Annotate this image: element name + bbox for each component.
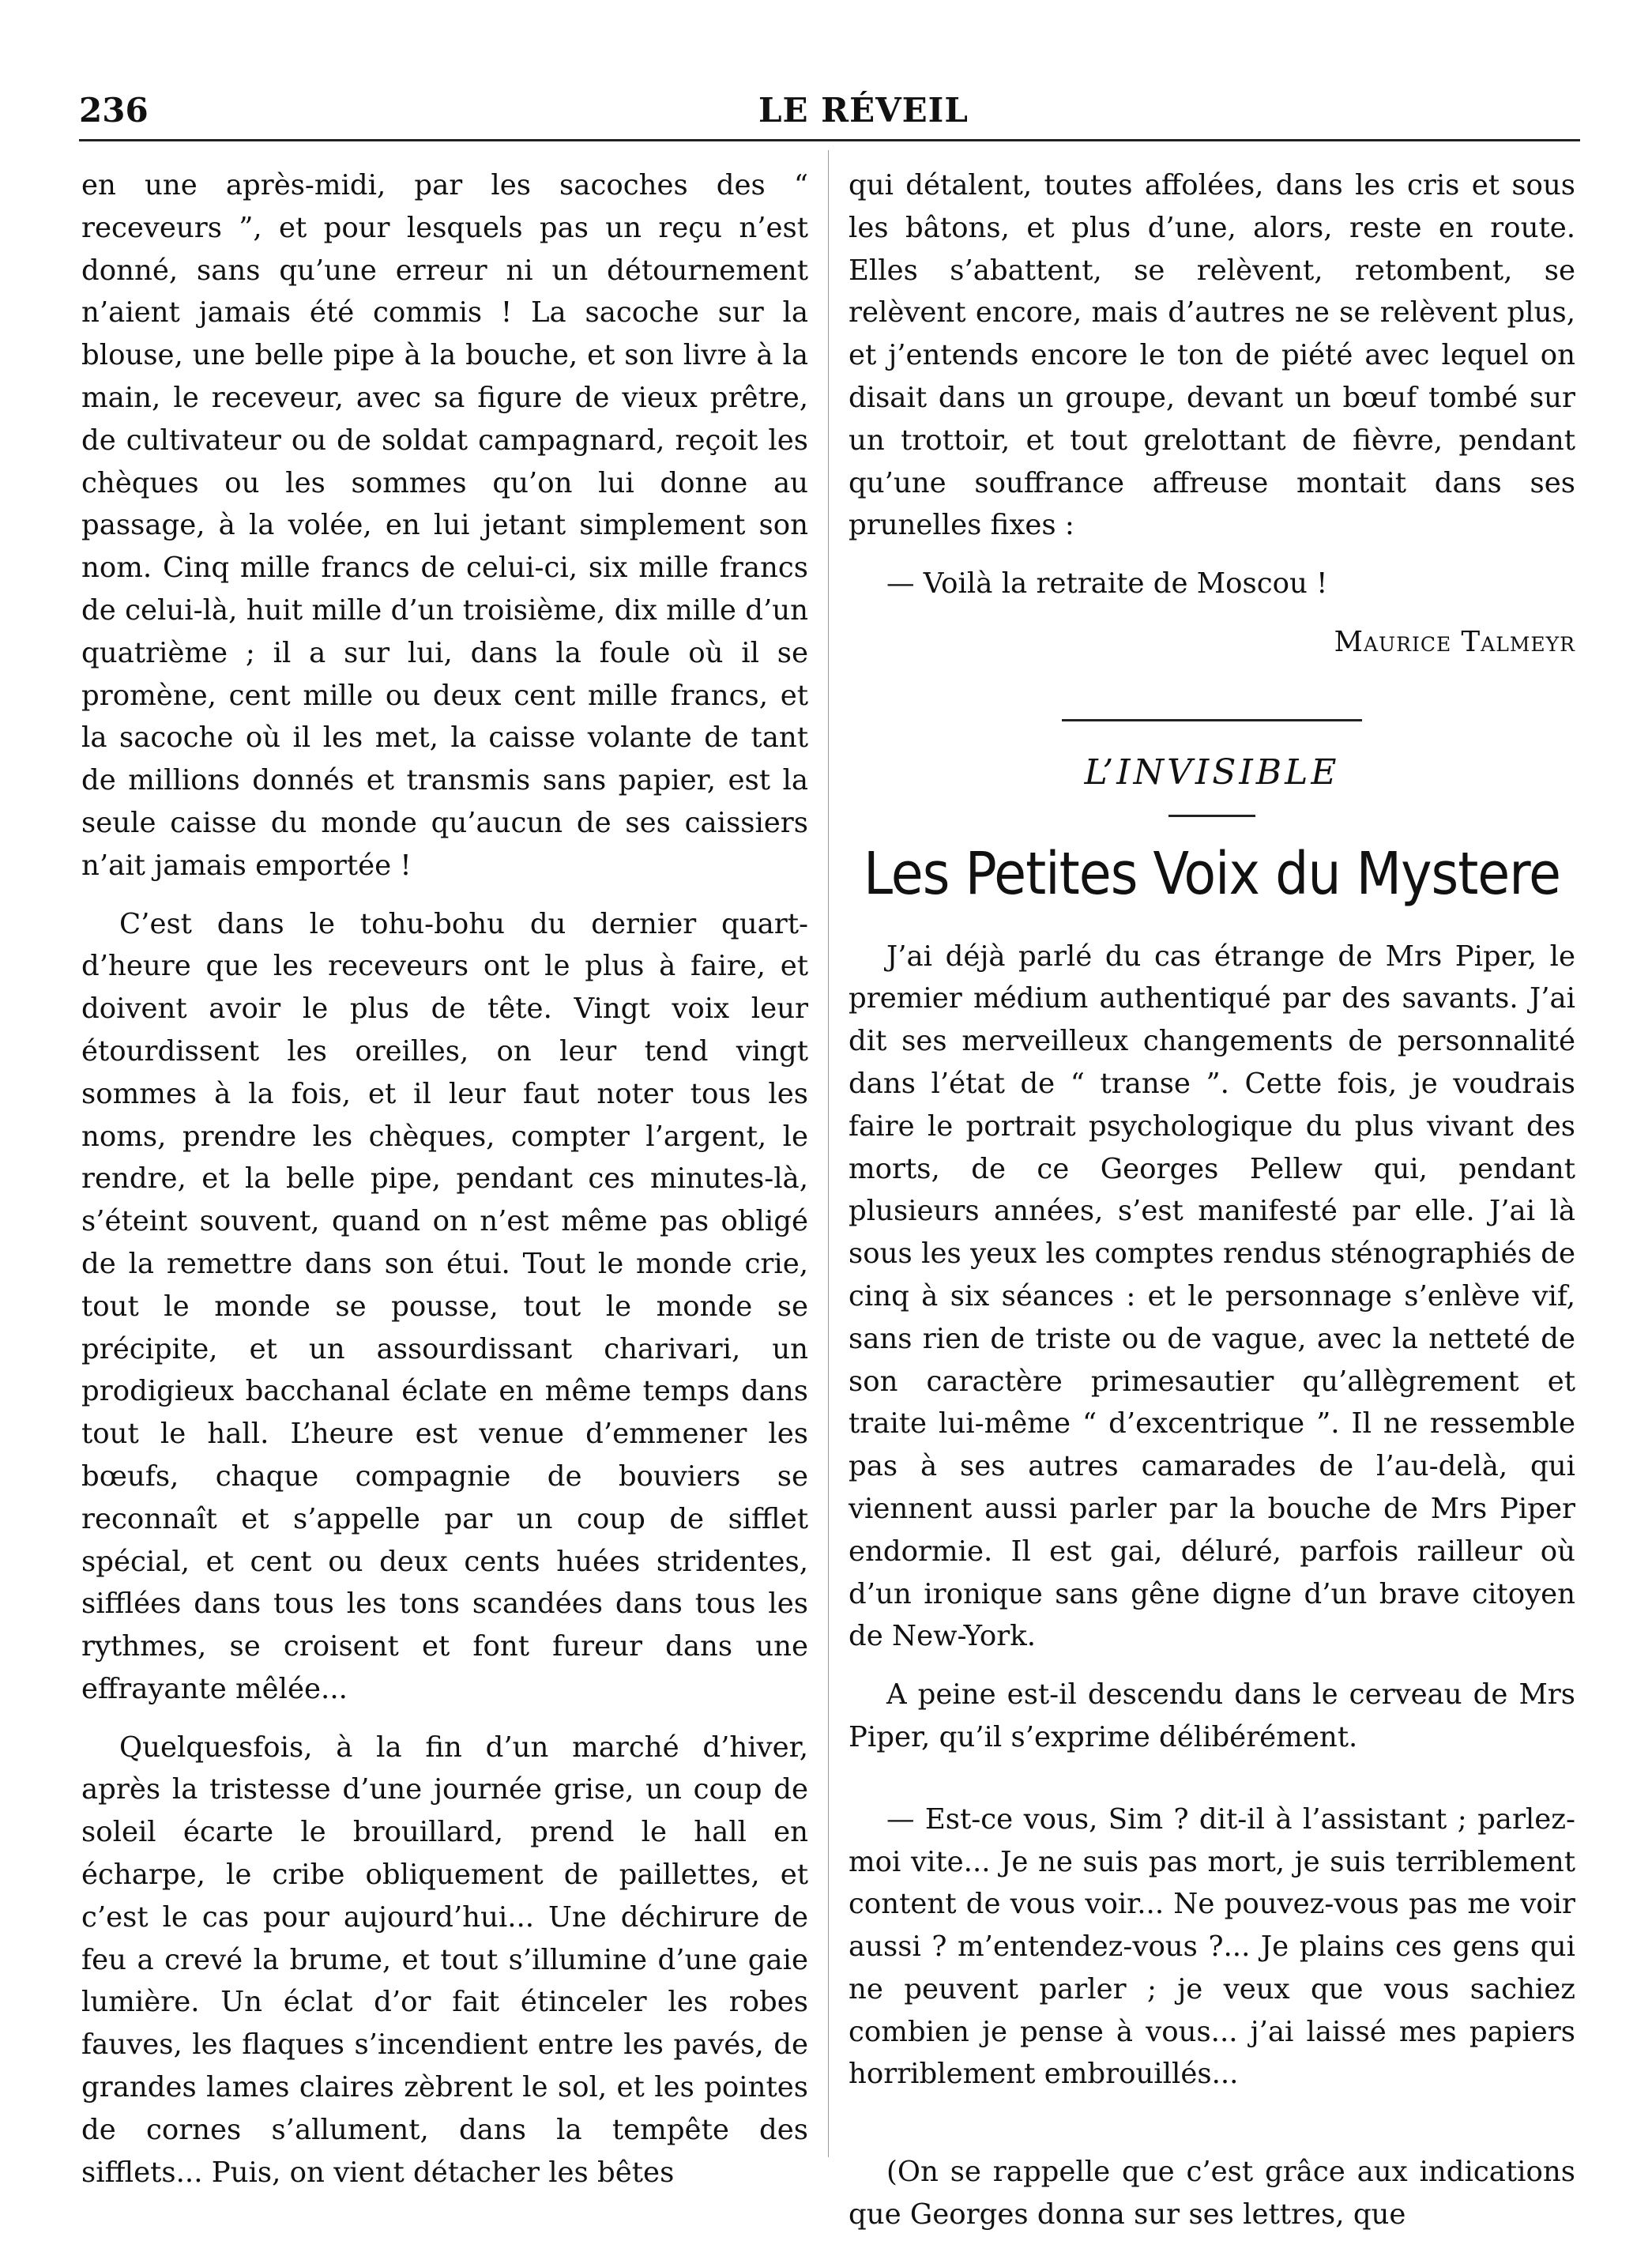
closing-paragraph: (On se rappelle que c’est grâce aux indications que Georges donna sur ses lettres, que	[849, 2156, 1575, 2232]
page-number: 236	[79, 91, 149, 130]
running-title: LE RÉVEIL	[758, 91, 969, 130]
section-divider	[1062, 719, 1362, 721]
title-rule	[1168, 815, 1255, 817]
column-divider	[828, 150, 829, 2157]
section-label: L’INVISIBLE	[1084, 751, 1340, 793]
left-paragraph-3: Quelquesfois, à la fin d’un marché d’hiver, après la tristesse d’une journée grise, un coup de soleil écarte le brouillard, prend le hall en écharpe, le cribe obliquement de paillettes, et c’est le cas pour aujourd’hui... Une déchirure de feu a crevé la brume, et tout s’illumine d’une gaie lumière. Un éclat d’or fait étinceler les robes fauves, les flaques s’incendient entre les pavés, de grandes lames claires zèbrent le sol, et les pointes de cornes s’allument, dans la tempête des sifflets... Puis, on vient détacher les bêtes	[81, 1731, 808, 2189]
header-rule	[79, 139, 1580, 141]
author-signature: Maurice Talmeyr	[1334, 625, 1575, 658]
left-column	[81, 164, 808, 2209]
right-column	[849, 164, 1575, 2252]
left-paragraph-1: en une après-midi, par les sacoches des “ receveurs ”, et pour lesquels pas un reçu n’est donné, sans qu’une erreur ni un détournement n’aient jamais été commis ! La sacoche sur la blouse, une belle pipe à la bouche, et son livre à la main, le receveur, avec sa figure de vieux prêtre, de cultivateur ou de soldat campagnard, reçoit les chèques ou les sommes qu’on lui donne au passage, à la volée, en lui jetant simplement son nom. Cinq mille francs de celui-ci, six mille francs de celui-là, huit mille d’un troisième, dix mille d’un quatrième ; il a sur lui, dans la foule où il se promène, cent mille ou deux cent mille francs, et la sacoche où il les met, la caisse volante de tant de millions donnés et transmis sans papier, est la seule caisse du monde qu’aucun de ses caissiers n’ait jamais emportée !	[81, 169, 808, 882]
article-paragraph-2: A peine est-il descendu dans le cerveau de Mrs Piper, qu’il s’exprime délibérément.	[849, 1678, 1575, 1753]
article-paragraph-1: J’ai déjà parlé du cas étrange de Mrs Piper, le premier médium authentiqué par des savants. J’ai dit ses merveilleux changements de personnalité dans l’état de “ transe ”. Cette fois, je voudrais faire le portrait psychologique du plus vivant des morts, de ce Georges Pellew qui, pendant plusieurs années, s’est manifesté par elle. J’ai là sous les yeux les comptes rendus sténographiés de cinq à six séances : et le personnage s’enlève vif, sans rien de triste ou de vague, avec la netteté de son caractère primesautier qu’allègrement et traite lui-même “ d’excentrique ”. Il ne ressemble pas à ses autres camarades de l’au-delà, qui viennent aussi parler par la bouche de Mrs Piper endormie. Il est gai, déluré, parfois railleur où d’un ironique sans gêne digne d’un brave citoyen de New-York.	[849, 940, 1575, 1653]
dialogue-paragraph: — Est-ce vous, Sim ? dit-il à l’assistant ; parlez-moi vite... Je ne suis pas mort, je suis terriblement content de vous voir... Ne pouvez-vous pas me voir aussi ? m’entendez-vous ?... Je plains ces gens qui ne peuvent parler ; je veux que vous sachiez combien je pense à vous... j’ai laissé mes papiers horriblement embrouillés...	[849, 1802, 1575, 2091]
article-title: Les Petites Voix du Mystere	[864, 839, 1560, 908]
right-continuation-paragraph: qui détalent, toutes affolées, dans les cris et sous les bâtons, et plus d’une, alors, reste en route. Elles s’abattent, se relèvent, retombent, se relèvent encore, mais d’autres ne se relèvent plus, et j’entends encore le ton de piété avec lequel on disait dans un groupe, devant un bœuf tombé sur un trottoir, et tout grelottant de fièvre, pendant qu’une souffrance affreuse montait dans ses prunelles fixes :	[849, 169, 1575, 542]
page-header	[79, 87, 1580, 134]
left-paragraph-2: C’est dans le tohu-bohu du dernier quart-d’heure que les receveurs ont le plus à faire, et doivent avoir le plus de tête. Vingt voix leur étourdissent les oreilles, on leur tend vingt sommes à la fois, et il leur faut noter tous les noms, prendre les chèques, compter l’argent, le rendre, et la belle pipe, pendant ces minutes-là, s’éteint souvent, quand on n’est même pas obligé de la remettre dans son étui. Tout le monde crie, tout le monde se pousse, tout le monde se précipite, et un assourdissant charivari, un prodigieux bacchanal éclate en même temps dans tout le hall. L’heure est venue d’emmener les bœufs, chaque compagnie de bouviers se reconnaît et s’appelle par un coup de sifflet spécial, et cent ou deux cents huées stridentes, sifflées dans tous les tons scandées dans tous les rythmes, se croisent et font fureur dans une effrayante mêlée...	[81, 907, 808, 1705]
quote-line: — Voilà la retraite de Moscou !	[886, 567, 1328, 601]
